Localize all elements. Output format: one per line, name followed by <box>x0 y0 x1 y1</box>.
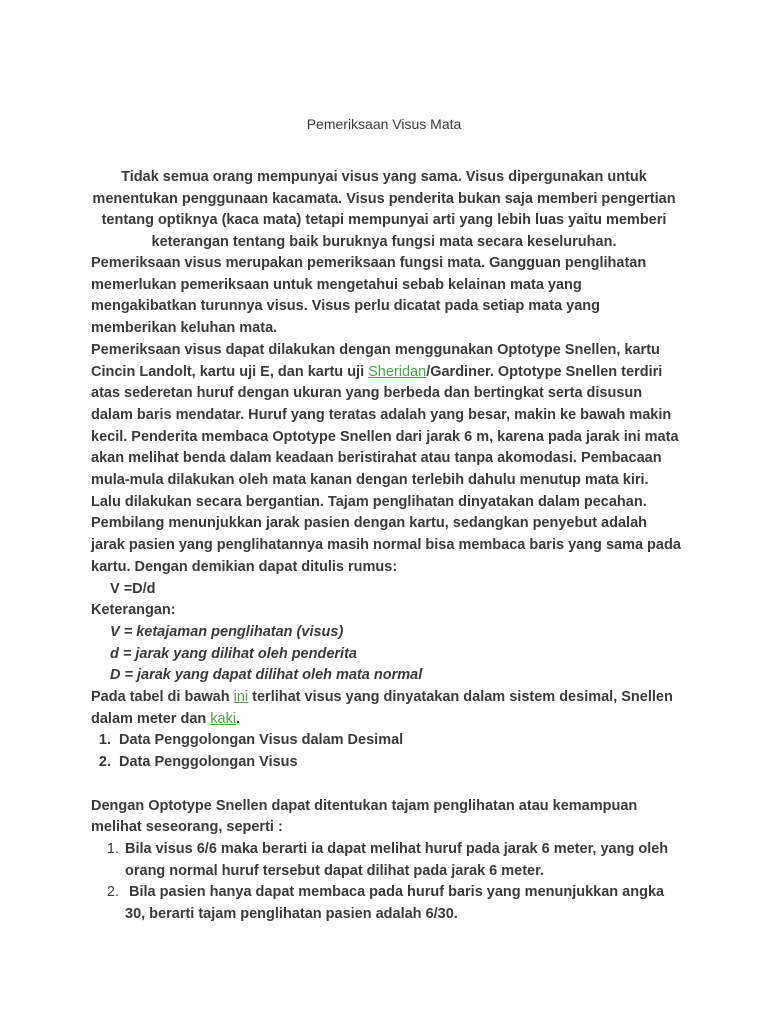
list-number: 2. <box>106 884 119 901</box>
spacer <box>91 774 691 796</box>
text-line-with-link <box>91 362 691 384</box>
list-number: 2. <box>98 754 111 771</box>
keterangan-item: d = jarak yang dilihat oleh penderita <box>110 645 357 662</box>
page-title: Pemeriksaan Visus Mata <box>306 116 462 132</box>
intro-line: tentang optiknya (kaca mata) tetapi mempunyai arti yang lebih luas yaitu memberi <box>101 212 667 229</box>
list-text: Data Penggolongan Visus dalam Desimal <box>119 732 404 749</box>
text-segment: terlihat visus yang dinyatakan dalam sistem desimal, Snellen <box>248 689 673 706</box>
keterangan-item: D = jarak yang dapat dilihat oleh mata normal <box>110 667 423 684</box>
list-text <box>125 882 691 925</box>
text-line: atas sederetan huruf dengan ukuran yang berbeda dan bertingkat serta disusun <box>91 385 643 402</box>
list-item <box>91 752 691 774</box>
text-line: Dengan Optotype Snellen dapat ditentukan tajam penglihatan atau kemampuan <box>91 797 638 814</box>
list-item <box>91 882 691 925</box>
list-text-line: orang normal huruf tersebut dapat dilihat pada jarak 6 meter. <box>125 862 544 879</box>
text-line: melihat seseorang, seperti : <box>91 819 283 836</box>
text-segment: /Gardiner. Optotype Snellen terdiri <box>426 363 663 380</box>
list-number: 1. <box>98 732 111 749</box>
intro-paragraph <box>84 167 684 254</box>
text-line-with-link <box>91 709 691 731</box>
text-line: jarak pasien yang penglihatannya masih normal bisa membaca baris yang sama pada <box>91 537 681 554</box>
text-line: kecil. Penderita membaca Optotype Snellen dari jarak 6 m, karena pada jarak ini mata <box>91 428 679 445</box>
sheridan-link[interactable]: Sheridan <box>368 363 427 380</box>
text-line: dalam baris mendatar. Huruf yang teratas adalah yang besar, makin ke bawah makin <box>91 406 672 423</box>
text-segment: Cincin Landolt, kartu uji E, dan kartu uji <box>91 363 369 380</box>
text-line-with-link <box>91 687 691 709</box>
ini-link[interactable]: ini <box>233 689 249 706</box>
intro-line: menentukan penggunaan kacamata. Visus penderita bukan saja memberi pengertian <box>92 190 676 207</box>
intro-line: Tidak semua orang mempunyai visus yang sama. Visus dipergunakan untuk <box>121 169 647 185</box>
text-line: mula-mula dilakukan oleh mata kanan dengan terlebih dahulu menutup mata kiri. <box>91 472 649 489</box>
formula: V =D/d <box>110 580 156 597</box>
list-item <box>91 839 691 882</box>
list-text: Data Penggolongan Visus <box>119 754 298 771</box>
list-text-line: Bila pasien hanya dapat membaca pada huruf baris yang menunjukkan angka <box>125 884 665 901</box>
keterangan-item: V = ketajaman penglihatan (visus) <box>110 623 344 640</box>
keterangan-label: Keterangan: <box>91 602 176 619</box>
paragraph-visus-function <box>91 253 691 340</box>
text-segment: Pada tabel di bawah <box>91 689 234 706</box>
main-body <box>91 253 691 926</box>
kaki-link[interactable]: kaki <box>210 710 237 727</box>
text-line: mengakibatkan turunnya visus. Visus perlu dicatat pada setiap mata yang <box>91 298 601 315</box>
text-line: Lalu dilakukan secara bergantian. Tajam penglihatan dinyatakan dalam pecahan. <box>91 493 647 510</box>
list-number: 1. <box>106 840 119 857</box>
paragraph-snellen <box>91 340 691 579</box>
text-line: Pemeriksaan visus dapat dilakukan dengan menggunakan Optotype Snellen, kartu <box>91 341 660 358</box>
list-text <box>125 839 691 882</box>
text-line: Pemeriksaan visus merupakan pemeriksaan fungsi mata. Gangguan penglihatan <box>91 255 647 271</box>
intro-line: keterangan tentang baik buruknya fungsi mata secara keseluruhan. <box>151 234 617 251</box>
text-line: memberikan keluhan mata. <box>91 320 278 337</box>
list-item <box>91 730 691 752</box>
text-line: Pembilang menunjukkan jarak pasien dengan kartu, sedangkan penyebut adalah <box>91 515 647 532</box>
text-line: akan melihat benda dalam keadaan beristirahat atau tanpa akomodasi. Pembacaan <box>91 450 662 467</box>
text-line: memerlukan pemeriksaan untuk mengetahui sebab kelainan mata yang <box>91 276 582 293</box>
text-segment: dalam meter dan <box>91 710 211 727</box>
text-line: kartu. Dengan demikian dapat ditulis rumus: <box>91 558 398 575</box>
list-text-line: Bila visus 6/6 maka berarti ia dapat melihat huruf pada jarak 6 meter, yang oleh <box>125 840 669 857</box>
list-text-line: 30, berarti tajam penglihatan pasien adalah 6/30. <box>125 906 458 923</box>
text-segment: . <box>236 710 241 727</box>
